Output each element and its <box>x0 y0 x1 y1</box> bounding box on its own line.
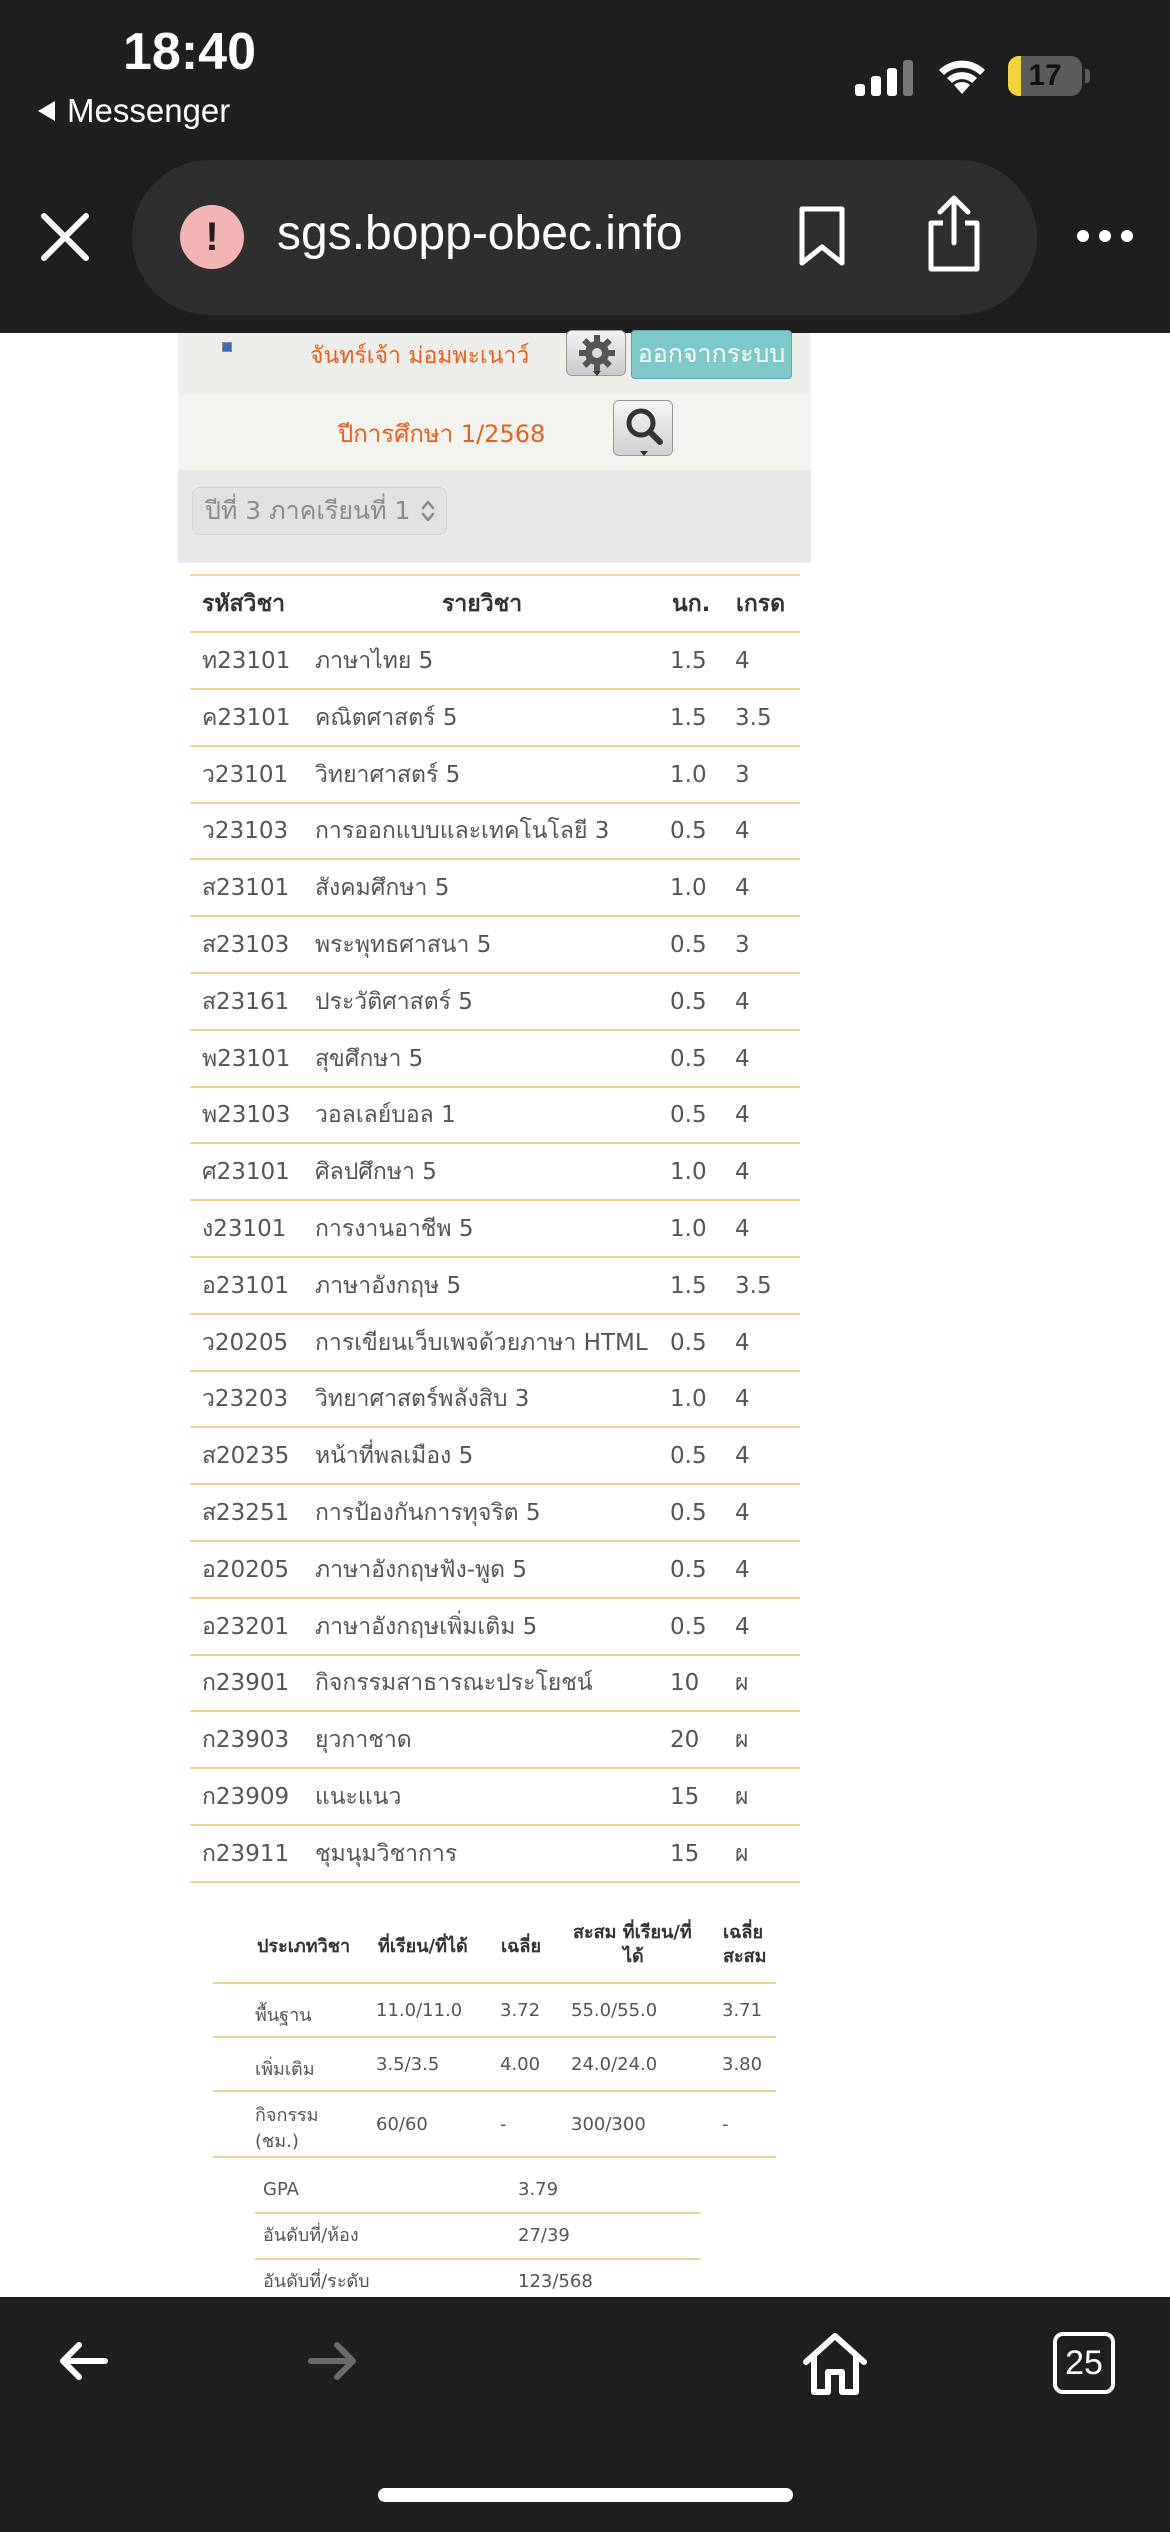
grade-cell-code: ค23101 <box>202 704 291 731</box>
summary-cell-cum-avg: 3.80 <box>722 2054 763 2075</box>
select-arrows-icon <box>420 498 436 524</box>
grade-cell-name: วิทยาศาสตร์พลังสิบ 3 <box>315 1386 530 1413</box>
grade-row <box>190 633 800 690</box>
back-triangle-icon <box>38 101 55 121</box>
home-indicator[interactable] <box>378 2488 793 2502</box>
grade-cell-name: ชุมนุมวิชาการ <box>315 1840 458 1867</box>
grade-row <box>190 747 800 804</box>
grade-cell-grade: 4 <box>735 1045 750 1072</box>
summary-cell-avg: 3.72 <box>500 2000 541 2021</box>
grade-cell-credit: 0.5 <box>670 1329 707 1356</box>
grade-cell-name: สุขศึกษา 5 <box>315 1045 424 1072</box>
grade-cell-credit: 0.5 <box>670 1045 707 1072</box>
grade-row <box>190 1826 800 1883</box>
grade-cell-grade: 3.5 <box>735 1272 772 1299</box>
grade-cell-name: วอลเลย์บอล 1 <box>315 1102 456 1129</box>
academic-year: ปีการศึกษา 1/2568 <box>338 420 546 448</box>
grade-cell-credit: 0.5 <box>670 1102 707 1129</box>
grade-cell-credit: 0.5 <box>670 932 707 958</box>
grade-cell-name: การงานอาชีพ 5 <box>315 1216 474 1242</box>
grade-cell-grade: 4 <box>735 1216 750 1242</box>
wifi-icon <box>937 56 987 96</box>
grade-cell-credit: 1.5 <box>670 1272 707 1299</box>
grade-cell-code: อ23201 <box>202 1613 289 1640</box>
grade-cell-code: ก23901 <box>202 1670 290 1697</box>
grade-cell-credit: 0.5 <box>670 988 707 1015</box>
student-name: จันทร์เจ้า ม่อมพะเนาว์ <box>310 343 530 369</box>
grade-cell-grade: 4 <box>735 1329 750 1356</box>
grades-table-header <box>190 576 800 633</box>
grade-cell-credit: 1.0 <box>670 1216 707 1242</box>
bookmark-icon[interactable] <box>798 205 846 267</box>
grade-row <box>190 1258 800 1315</box>
grade-cell-credit: 10 <box>670 1670 700 1697</box>
grade-cell-code: พ23103 <box>202 1102 291 1129</box>
grade-cell-name: พระพุทธศาสนา 5 <box>315 932 492 958</box>
grade-row <box>190 860 800 917</box>
gear-icon <box>567 331 627 377</box>
grade-cell-grade: 4 <box>735 1613 750 1640</box>
header-code: รหัสวิชา <box>202 591 285 617</box>
summary-cell-avg: 4.00 <box>500 2054 541 2075</box>
grade-cell-code: อ23101 <box>202 1272 289 1299</box>
summary-header-studied: ที่เรียน/ที่ได้ <box>378 1936 468 1957</box>
grade-row <box>190 1599 800 1656</box>
tabs-button[interactable]: 25 <box>1053 2332 1115 2394</box>
grade-cell-credit: 1.0 <box>670 761 707 788</box>
grade-cell-name: ภาษาอังกฤษเพิ่มเติม 5 <box>315 1613 538 1640</box>
grade-cell-code: ส23103 <box>202 932 290 958</box>
grade-cell-credit: 1.0 <box>670 1386 707 1413</box>
grade-cell-name: คณิตศาสตร์ 5 <box>315 704 458 731</box>
cellular-signal-icon <box>855 60 913 96</box>
forward-arrow-icon[interactable] <box>305 2335 361 2387</box>
url-text[interactable]: sgs.bopp-obec.info <box>277 207 683 260</box>
grade-cell-code: ท23101 <box>202 648 291 674</box>
back-app-label: Messenger <box>67 92 231 129</box>
grade-cell-code: ว23101 <box>202 761 289 788</box>
grade-cell-grade: 4 <box>735 1386 750 1413</box>
grade-row <box>190 1542 800 1599</box>
result-label: อันดับที่/ห้อง <box>263 2225 359 2246</box>
search-button[interactable] <box>613 400 673 456</box>
summary-row <box>213 2092 776 2158</box>
grade-cell-name: ภาษาอังกฤษฟัง-พูด 5 <box>315 1556 528 1583</box>
more-options-icon[interactable] <box>1075 226 1135 246</box>
result-row <box>255 2214 700 2260</box>
grade-cell-code: ส23161 <box>202 988 290 1015</box>
summary-header-avg: เฉลี่ย <box>501 1936 541 1957</box>
grade-cell-code: ว23203 <box>202 1386 289 1413</box>
result-row <box>255 2168 700 2214</box>
grade-cell-credit: 15 <box>670 1784 700 1810</box>
grade-cell-code: ศ23101 <box>202 1159 290 1186</box>
grade-cell-grade: ผ <box>735 1670 749 1697</box>
search-icon <box>614 401 674 457</box>
grade-cell-name: สังคมศึกษา 5 <box>315 875 450 902</box>
grade-cell-name: ศิลปศึกษา 5 <box>315 1159 437 1186</box>
grade-row <box>190 1712 800 1769</box>
grade-cell-credit: 0.5 <box>670 1500 707 1526</box>
grade-row <box>190 1371 800 1428</box>
grade-cell-grade: 3 <box>735 932 750 958</box>
result-value: 123/568 <box>518 2271 593 2292</box>
summary-cell-type: เพิ่มเติม <box>255 2059 315 2080</box>
settings-button[interactable] <box>566 330 626 376</box>
grade-cell-grade: 3 <box>735 761 750 788</box>
logout-button[interactable]: ออกจากระบบ <box>631 330 792 379</box>
home-icon[interactable] <box>800 2330 870 2396</box>
semester-select[interactable] <box>192 487 447 535</box>
grade-cell-code: พ23101 <box>202 1045 291 1072</box>
grade-cell-grade: ผ <box>735 1784 749 1810</box>
grade-cell-grade: 4 <box>735 648 750 674</box>
summary-cell-type: กิจกรรม <box>255 2105 319 2126</box>
share-icon[interactable] <box>925 195 983 273</box>
user-icon <box>222 342 232 352</box>
back-arrow-icon[interactable] <box>55 2335 111 2387</box>
grade-row <box>190 1428 800 1485</box>
grade-cell-name: ยุวกาชาด <box>315 1727 412 1754</box>
summary-cell-cum-avg: - <box>722 2114 729 2135</box>
grade-row <box>190 1087 800 1144</box>
grade-cell-grade: 4 <box>735 1159 750 1186</box>
grade-cell-grade: 4 <box>735 988 750 1015</box>
summary-header-cum-avg-line2: สะสม <box>723 1946 767 1967</box>
grade-row <box>190 1769 800 1826</box>
grade-cell-name: ภาษาอังกฤษ 5 <box>315 1272 462 1299</box>
summary-cell-cum-avg: 3.71 <box>722 2000 763 2021</box>
grade-cell-code: ง23101 <box>202 1216 287 1242</box>
result-value: 3.79 <box>518 2179 559 2200</box>
grade-cell-credit: 15 <box>670 1840 700 1867</box>
grade-row <box>190 803 800 860</box>
grade-row <box>190 1144 800 1201</box>
insecure-warning-icon[interactable]: ! <box>180 205 244 269</box>
header-grade: เกรด <box>736 591 786 617</box>
grade-cell-name: การป้องกันการทุจริต 5 <box>315 1500 541 1526</box>
grade-row <box>190 917 800 974</box>
summary-header-cum-avg-line1: เฉลี่ย <box>723 1922 763 1943</box>
summary-cell-cum: 24.0/24.0 <box>571 2054 658 2075</box>
summary-cell-studied: 3.5/3.5 <box>376 2054 440 2075</box>
summary-cell-cum: 55.0/55.0 <box>571 2000 658 2021</box>
grade-cell-grade: 4 <box>735 1556 750 1583</box>
grade-cell-code: ก23909 <box>202 1784 290 1810</box>
grade-cell-credit: 1.5 <box>670 648 707 674</box>
grade-cell-credit: 20 <box>670 1727 700 1754</box>
grade-cell-name: วิทยาศาสตร์ 5 <box>315 761 461 788</box>
grade-cell-name: การออกแบบและเทคโนโลยี 3 <box>315 818 610 845</box>
summary-cell-studied: 60/60 <box>376 2114 428 2135</box>
grade-cell-grade: 4 <box>735 1443 750 1470</box>
semester-select-value: ปีที่ 3 ภาคเรียนที่ 1 <box>205 496 411 525</box>
grade-row <box>190 1031 800 1088</box>
grade-cell-grade: 4 <box>735 875 750 902</box>
grade-cell-credit: 0.5 <box>670 1556 707 1583</box>
battery-level: 17 <box>1028 59 1062 92</box>
grade-cell-grade: 4 <box>735 1500 750 1526</box>
header-name: รายวิชา <box>442 591 523 617</box>
grade-cell-grade: ผ <box>735 1840 749 1867</box>
grade-cell-grade: 4 <box>735 818 750 845</box>
grade-cell-code: ส23101 <box>202 875 290 902</box>
grade-cell-name: แนะแนว <box>315 1784 402 1810</box>
grade-cell-credit: 0.5 <box>670 1443 707 1470</box>
summary-row <box>213 2038 776 2092</box>
summary-row <box>213 1984 776 2038</box>
grade-cell-credit: 0.5 <box>670 818 707 845</box>
summary-header-cum-line1: สะสม ที่เรียน/ที่ <box>573 1922 692 1943</box>
close-icon[interactable] <box>38 210 92 264</box>
result-value: 27/39 <box>518 2225 570 2246</box>
grade-cell-credit: 0.5 <box>670 1613 707 1640</box>
back-to-app-link[interactable] <box>38 92 230 130</box>
grade-cell-credit: 1.0 <box>670 875 707 902</box>
grade-cell-name: การเขียนเว็บเพจด้วยภาษา HTML <box>315 1329 648 1356</box>
summary-cell-cum: 300/300 <box>571 2114 646 2135</box>
grade-cell-name: กิจกรรมสาธารณะประโยชน์ <box>315 1670 593 1697</box>
grade-row <box>190 1315 800 1372</box>
grade-row <box>190 690 800 747</box>
grade-cell-code: อ20205 <box>202 1556 289 1583</box>
grade-row <box>190 1201 800 1258</box>
summary-header-type: ประเภทวิชา <box>257 1936 351 1957</box>
grade-cell-code: ส20235 <box>202 1443 290 1470</box>
battery-icon <box>1008 56 1088 96</box>
grade-cell-name: ประวัติศาสตร์ 5 <box>315 988 473 1015</box>
grade-cell-name: หน้าที่พลเมือง 5 <box>315 1443 474 1470</box>
grade-row <box>190 1485 800 1542</box>
summary-cell-avg: - <box>500 2114 507 2135</box>
status-time: 18:40 <box>123 23 256 81</box>
grade-cell-grade: 3.5 <box>735 704 772 731</box>
header-credit: นก. <box>672 591 711 617</box>
result-label: GPA <box>263 2179 299 2200</box>
grade-row <box>190 1655 800 1712</box>
grade-cell-code: ส23251 <box>202 1500 290 1526</box>
grade-cell-grade: 4 <box>735 1102 750 1129</box>
summary-cell-type: พื้นฐาน <box>255 2005 312 2026</box>
grade-row <box>190 974 800 1031</box>
grade-cell-name: ภาษาไทย 5 <box>315 648 434 674</box>
grade-cell-code: ก23903 <box>202 1727 290 1754</box>
grade-cell-code: ก23911 <box>202 1840 290 1867</box>
grade-cell-credit: 1.0 <box>670 1159 707 1186</box>
summary-cell-studied: 11.0/11.0 <box>376 2000 463 2021</box>
summary-table-header <box>213 1907 776 1984</box>
result-label: อันดับที่/ระดับ <box>263 2271 370 2292</box>
grade-cell-grade: ผ <box>735 1727 749 1754</box>
grade-cell-code: ว23103 <box>202 818 289 845</box>
summary-cell-type-line2: (ชม.) <box>255 2131 299 2152</box>
grade-cell-credit: 1.5 <box>670 704 707 731</box>
grade-cell-code: ว20205 <box>202 1329 289 1356</box>
summary-header-cum-line2: ได้ <box>623 1946 644 1967</box>
